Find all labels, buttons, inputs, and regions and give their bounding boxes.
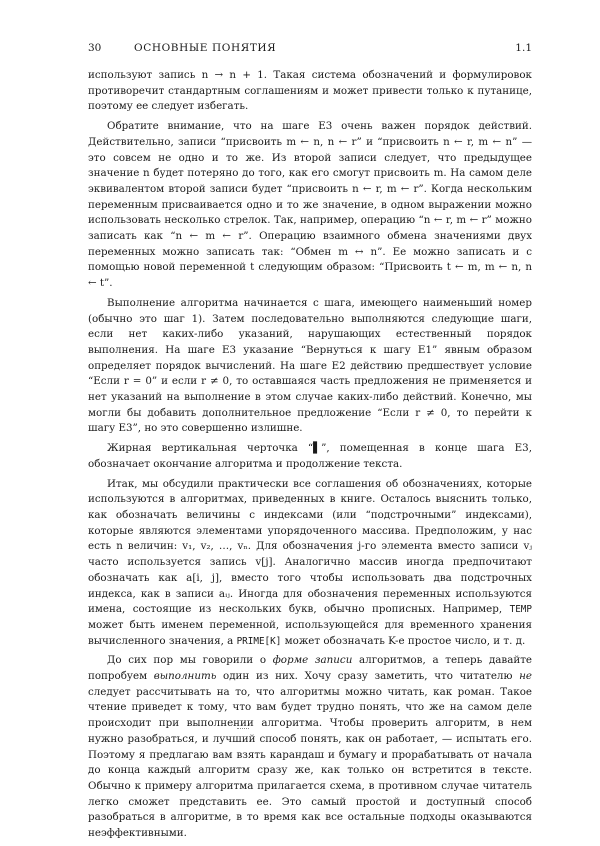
paragraph-6-text-b: алгоритмов, а теперь давайте попробуем [88,654,533,683]
paragraph-6 [88,653,532,841]
paragraph-5-text-c: может обозначать K-е простое число, и т. д. [281,634,526,647]
running-header [88,40,532,56]
emphasis-execute: выполнить [153,670,217,683]
emphasis-form: форме записи [272,654,353,667]
page-number: 30 [88,42,102,54]
page-body [88,68,532,846]
code-prime-k: PRIME[K] [236,635,282,647]
paragraph-5-text-b: может быть именем переменной, использующейся для временного хранения вычисленного значения, а [88,618,532,647]
paragraph-6-text-c: один из них. Хочу сразу заметить, что читателю [216,670,520,683]
emphasis-not: не [519,670,532,683]
paragraph-4: Жирная вертикальная черточка “▌”, помещенная в конце шага E3, обозначает окончание алгоритма и продолжение текста. [88,442,532,470]
footer-mark [237,728,249,731]
code-temp: TEMP [509,604,532,616]
paragraph-3: Выполнение алгоритма начинается с шага, имеющего наименьший номер (обычно это шаг 1). Затем последовательно выполняются следующие шаги, если нет каких-либо указаний, нарушающих естественный порядок выполнения. На шаге E3 указание “Вернуться к шагу E1” явным образом определяет порядок вычислений. На шаге E2 действию предшествует условие “Если r = 0” и если r ≠ 0, то оставшаяся часть предложения не применяется и нет указаний на выполнение в этом случае каких-либо действий. Конечно, мы могли бы добавить дополнительное предложение “Если r ≠ 0, то перейти к шагу E3”, но это совершенно излишне. [88,296,532,435]
running-title: ОСНОВНЫЕ ПОНЯТИЯ [134,42,277,54]
paragraph-1: используют запись n → n + 1. Такая система обозначений и формулировок противоречит стандартным соглашениям и может привести только к путанице, поэтому ее следует избегать. [88,69,532,113]
paragraph-6-text-a: До сих пор мы говорили о [107,654,273,667]
paragraph-5-text-a: Итак, мы обсудили практически все соглашения об обозначениях, которые используются в алгоритмах, приведенных в книге. Осталось выяснить только, как обозначать величины с индексами (или “подстрочными” индексами), которые являются элементами упорядоченного массива. Предположим, у нас есть n величин: v₁, v₂, …, vₙ. Для обозначения j-го элемента вместо записи vⱼ часто используется запись v[j]. Аналогично массив иногда предпочитают обозначать как a[i, j], вместо того чтобы использовать два подстрочных индекса, как в записи aᵢⱼ. Иногда для обозначения переменных используются имена, состоящие из нескольких букв, обычно прописных. Например, [88,477,532,616]
paragraph-5 [88,477,532,650]
section-number: 1.1 [515,42,532,54]
paragraph-2: Обратите внимание, что на шаге E3 очень важен порядок действий. Действительно, записи “присвоить m ← n, n ← r” и “присвоить n ← r, m ← n” — это совсем не одно и то же. Из второй записи следует, что предыдущее значение n будет потеряно до того, как его смогут присвоить m. На самом деле эквивалентом второй записи будет “присвоить n ← r, m ← r”. Когда нескольким переменным присваивается одно и то же значение, в одном выражении можно использовать несколько стрелок. Так, например, операцию “n ← r, m ← r” можно записать как “n ← m ← r”. Операцию взаимного обмена значениями двух переменных можно записать так: “Обмен m ↔ n”. Ее можно записать и с помощью новой переменной t следующим образом: “Присвоить t ← m, m ← n, n ← t”. [88,120,532,290]
paragraph-6-text-d: следует рассчитывать на то, что алгоритмы можно читать, как роман. Такое чтение приведет к тому, что вам будет трудно понять, что же на самом деле происходит при выполнении алгоритма. Чтобы проверить алгоритм, в нем нужно разобраться, и лучший способ понять, как он работает, — испытать его. Поэтому я предлагаю вам взять карандаш и бумагу и прорабатывать от начала до конца каждый алгоритм сразу же, как только он встретится в тексте. Обычно к примеру алгоритма прилагается схема, в противном случае читатель легко сможет представить ее. Это самый простой и доступный способ разобраться в алгоритме, в то время как все остальные подходы оказываются неэффективными. [88,685,532,840]
